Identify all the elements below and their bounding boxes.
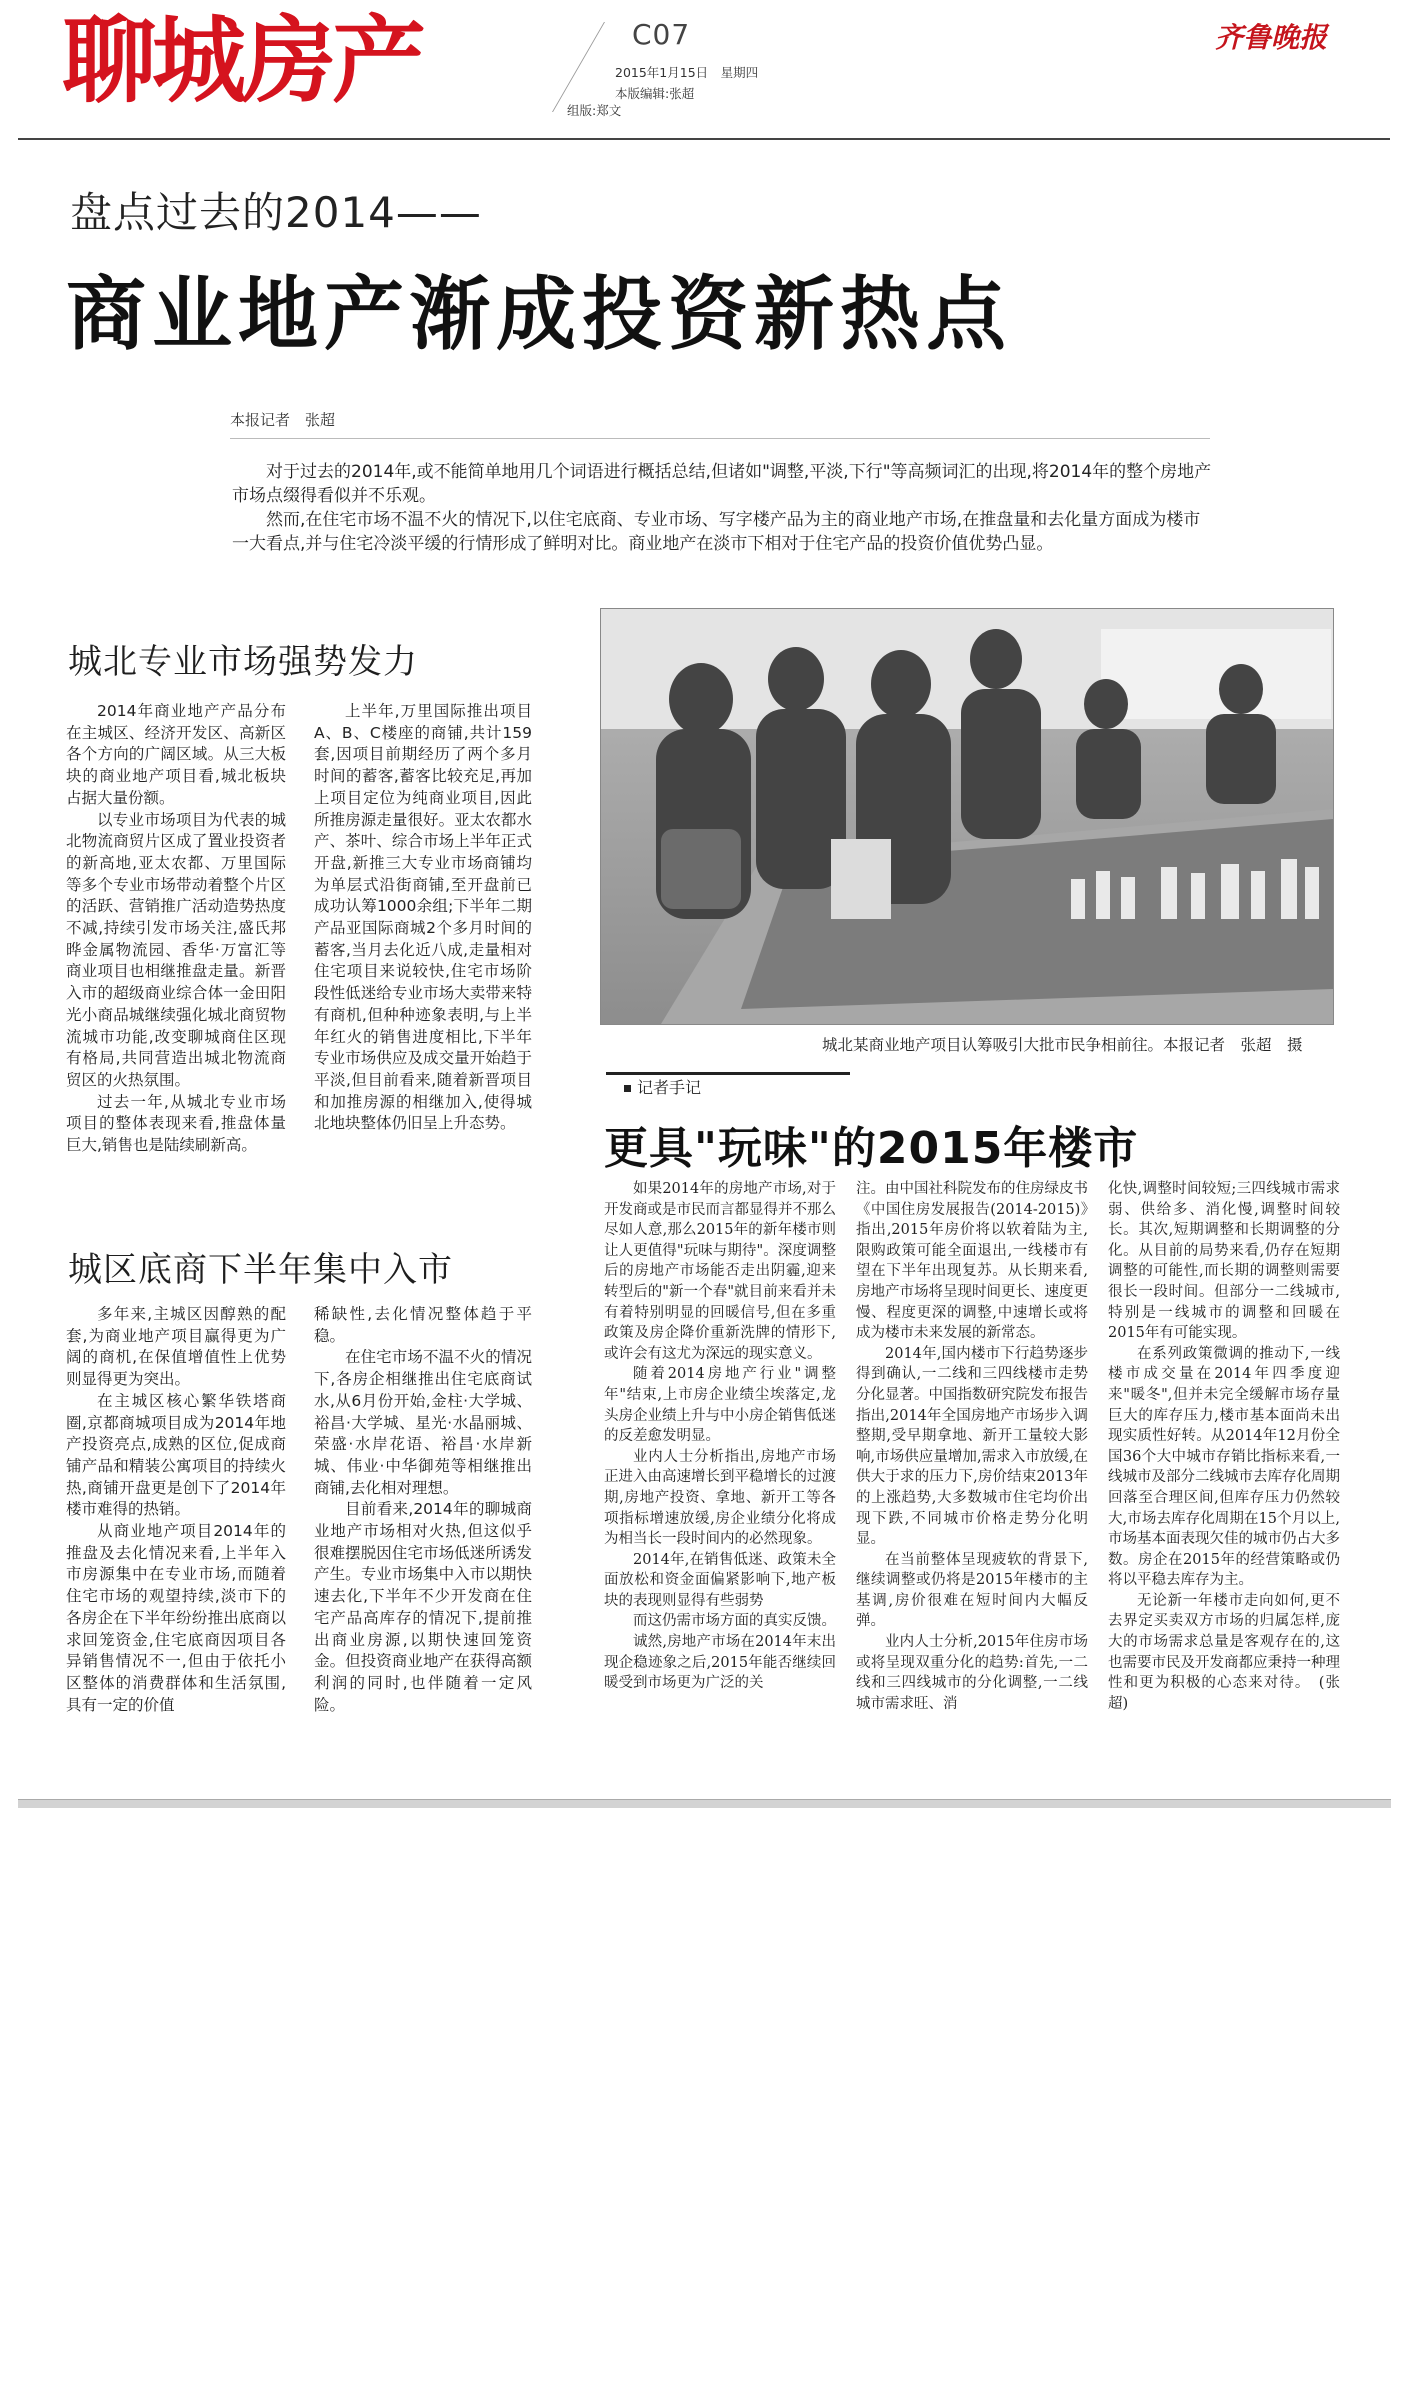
section1-column-2	[314, 701, 532, 1135]
header-rule	[18, 138, 1390, 140]
publication-logo: 齐鲁晚报	[1215, 21, 1328, 54]
section-title: 城区底商下半年集中入市	[68, 1250, 453, 1290]
paragraph: 上半年,万里国际推出项目A、B、C楼座的商铺,共计159套,因项目前期经历了两个多月时间的蓄客,蓄客比较充足,再加上项目定位为纯商业项目,因此所推房源走量很好。亚太农都水产、茶叶、综合市场上半年正式开盘,新推三大专业市场商铺均为单层式沿街商铺,至开盘前已成功认筹1000余组;下半年二期产品亚国际商城2个多月时间的蓄客,当月去化近八成,走量相对住宅项目来说较快,住宅市场阶段性低迷给专业市场大卖带来特有商机,但种种迹象表明,与上半年红火的销售进度相比,下半年专业市场供应及成交量开始趋于平淡,但目前看来,随着新晋项目和加推房源的相继加入,使得城北地块整体仍旧呈上升态势。	[314, 702, 532, 1133]
paragraph: 多年来,主城区因醇熟的配套,为商业地产项目赢得更为广阔的商机,在保值增值性上优势则显得更为突出。	[66, 1305, 286, 1389]
notes-headline: 更具"玩味"的2015年楼市	[604, 1123, 1139, 1174]
paragraph: 无论新一年楼市走向如何,更不去界定买卖双方市场的归属怎样,庞大的市场需求总量是客观存在的,这也需要市民及开发商都应秉持一种理性和更为积极的心态来对待。 (张超)	[1108, 1592, 1340, 1712]
paragraph: 以专业市场项目为代表的城北物流商贸片区成了置业投资者的新高地,亚太农都、万里国际等多个专业市场带动着整个片区的活跃、营销推广活动造势热度不减,持续引发市场关注,盛氏邦晔金属物流园、香华·万富汇等商业项目也相继推盘走量。新晋入市的超级商业综合体一金田阳光小商品城继续强化城北商贸物流城市功能,改变聊城商住区现有格局,共同营造出城北物流商贸区的火热氛围。	[66, 810, 286, 1089]
paragraph: 注。由中国社科院发布的住房绿皮书《中国住房发展报告(2014-2015)》指出,2015年房价将以软着陆为主,限购政策可能全面退出,一线楼市有望在下半年出现复苏。从长期来看,房地产市场将呈现时间更长、速度更慢、程度更深的调整,中速增长或将成为楼市未来发展的新常态。	[856, 1181, 1088, 1342]
page-editor: 本版编辑:张超	[615, 86, 695, 101]
paragraph: 化快,调整时间较短;三四线城市需求弱、供给多、消化慢,调整时间较长。其次,短期调整和长期调整的分化。从目前的局势来看,仍存在短期调整的可能性,而长期的调整则需要很长一段时间。但部分一二线城市,特别是一线城市的调整和回暖在2015年有可能实现。	[1108, 1181, 1340, 1342]
byline-rule	[230, 438, 1210, 439]
paragraph: 稀缺性,去化情况整体趋于平稳。	[314, 1305, 532, 1345]
paragraph: 业内人士分析指出,房地产市场正进入由高速增长到平稳增长的过渡期,房地产投资、拿地、新开工等各项指标增速放缓,房企业绩分化将成为相当长一段时间内的必然现象。	[604, 1448, 836, 1548]
paragraph: 在主城区核心繁华铁塔商圈,京都商城项目成为2014年地产投资亮点,成熟的区位,促成商铺产品和精装公寓项目的持续火热,商铺开盘更是创下了2014年楼市难得的热销。	[66, 1391, 286, 1519]
issue-info	[615, 62, 758, 104]
lead-paragraph: 对于过去的2014年,或不能简单地用几个词语进行概括总结,但诸如"调整,平淡,下行"等高频词汇的出现,将2014年的整个房地产市场点缀得看似并不乐观。	[232, 462, 1212, 506]
paragraph: 随着2014房地产行业"调整年"结束,上市房企业绩尘埃落定,龙头房企业绩上升与中小房企销售低迷的反差愈发明显。	[604, 1366, 836, 1445]
notes-label: 记者手记	[637, 1078, 702, 1097]
paragraph: 在住宅市场不温不火的情况下,各房企相继推出住宅底商试水,从6月份开始,金柱·大学城、裕昌·大学城、星光·水晶丽城、荣盛·水岸花语、裕昌·水岸新城、伟业·中华御苑等相继推出商铺,去化相对理想。	[314, 1348, 532, 1497]
section-title: 城北专业市场强势发力	[68, 642, 418, 682]
paragraph: 在当前整体呈现疲软的背景下,继续调整或仍将是2015年楼市的主基调,房价很难在短时间内大幅反弹。	[856, 1551, 1088, 1630]
paragraph: 目前看来,2014年的聊城商业地产市场相对火热,但这似乎很难摆脱因住宅市场低迷所诱发产生。专业市场集中入市以期快速去化,下半年不少开发商在住宅产品高库存的情况下,提前推出商业房源,以期快速回笼资金。但投资商业地产在获得高额利润的同时,也伴随着一定风险。	[314, 1500, 532, 1714]
masthead: 聊城房产	[62, 7, 423, 116]
paragraph: 而这仍需市场方面的真实反馈。	[633, 1613, 836, 1630]
paragraph: 在系列政策微调的推动下,一线楼市成交量在2014年四季度迎来"暖冬",但并未完全缓解市场存量巨大的库存压力,楼市基本面尚未出现实质性好转。从2014年12月份全国36个大中城市存销比指标来看,一线城市及部分二线城市去库存化周期回落至合理区间,但库存压力仍然较大,市场去库存化周期在15个月以上,市场基本面表现欠佳的城市仍占大多数。房企在2015年的经营策略或仍将以平稳去库存为主。	[1108, 1345, 1340, 1589]
news-photo	[600, 608, 1334, 1025]
paragraph: 2014年商业地产产品分布在主城区、经济开发区、高新区各个方向的广阔区域。从三大板块的商业地产项目看,城北板块占据大量份额。	[66, 702, 286, 807]
bullet-square-icon	[624, 1085, 631, 1092]
notes-column-3	[1108, 1179, 1340, 1714]
issue-date: 2015年1月15日 星期四	[615, 65, 759, 80]
page-bottom-rule	[18, 1799, 1391, 1808]
paragraph: 从商业地产项目2014年的推盘及去化情况来看,上半年入市房源集中在专业市场,而随着住宅市场的观望持续,淡市下的各房企在下半年纷纷推出底商以求回笼资金,住宅底商因项目各异销售情况不一,但由于依托小区整体的消费群体和生活氛围,具有一定的价值	[66, 1522, 286, 1714]
article-kicker: 盘点过去的2014——	[70, 188, 482, 237]
section1-column-1	[66, 701, 286, 1157]
page-number: C07	[632, 18, 691, 51]
paragraph: 2014年,国内楼市下行趋势逐步得到确认,一二线和三四线楼市走势分化显著。中国指数研究院发布报告指出,2014年全国房地产市场步入调整期,受早期拿地、新开工量较大影响,市场供应量增加,需求入市放缓,在供大于求的压力下,房价结束2013年的上涨趋势,大多数城市住宅均价出现下跌,不同城市价格走势分化明显。	[856, 1345, 1088, 1548]
section2-column-2	[314, 1304, 532, 1716]
paragraph: 业内人士分析,2015年住房市场或将呈现双重分化的趋势:首先,一二线和三四线城市的分化调整,一二线城市需求旺、消	[856, 1634, 1088, 1712]
notes-label-box	[606, 1072, 850, 1098]
section2-column-1	[66, 1304, 286, 1716]
notes-column-2	[856, 1179, 1088, 1714]
header-divider	[552, 22, 605, 112]
paragraph: 如果2014年的房地产市场,对于开发商或是市民而言都显得并不那么尽如人意,那么2015年的新年楼市则让人更值得"玩味与期待"。深度调整后的房地产市场能否走出阴霾,迎来转型后的"新一个春"就目前来看并未有着特别明显的回暖信号,但在多重政策及房企降价重新洗牌的情形下,或许会有这尤为深远的现实意义。	[604, 1181, 836, 1362]
layout-editor: 组版:郑文	[567, 103, 622, 118]
paragraph: 诚然,房地产市场在2014年末出现企稳迹象之后,2015年能否继续回暖受到市场更为广泛的关	[604, 1634, 836, 1692]
photo-caption: 城北某商业地产项目认筹吸引大批市民争相前往。本报记者 张超 摄	[822, 1036, 1303, 1054]
article-headline: 商业地产渐成投资新热点	[66, 268, 1012, 361]
notes-column-1	[604, 1179, 836, 1694]
photo-illustration	[601, 609, 1333, 1024]
paragraph: 过去一年,从城北专业市场项目的整体表现来看,推盘体量巨大,销售也是陆续刷新高。	[66, 1092, 286, 1155]
article-byline: 本报记者 张超	[230, 411, 336, 429]
lead-paragraph: 然而,在住宅市场不温不火的情况下,以住宅底商、专业市场、写字楼产品为主的商业地产市场,在推盘量和去化量方面成为楼市一大看点,并与住宅冷淡平缓的行情形成了鲜明对比。商业地产在淡市下相对于住宅产品的投资价值优势凸显。	[232, 510, 1201, 554]
article-lead	[232, 460, 1212, 556]
paragraph: 2014年,在销售低迷、政策未全面放松和资金面偏紧影响下,地产板块的表现则显得有些弱势	[604, 1551, 836, 1609]
